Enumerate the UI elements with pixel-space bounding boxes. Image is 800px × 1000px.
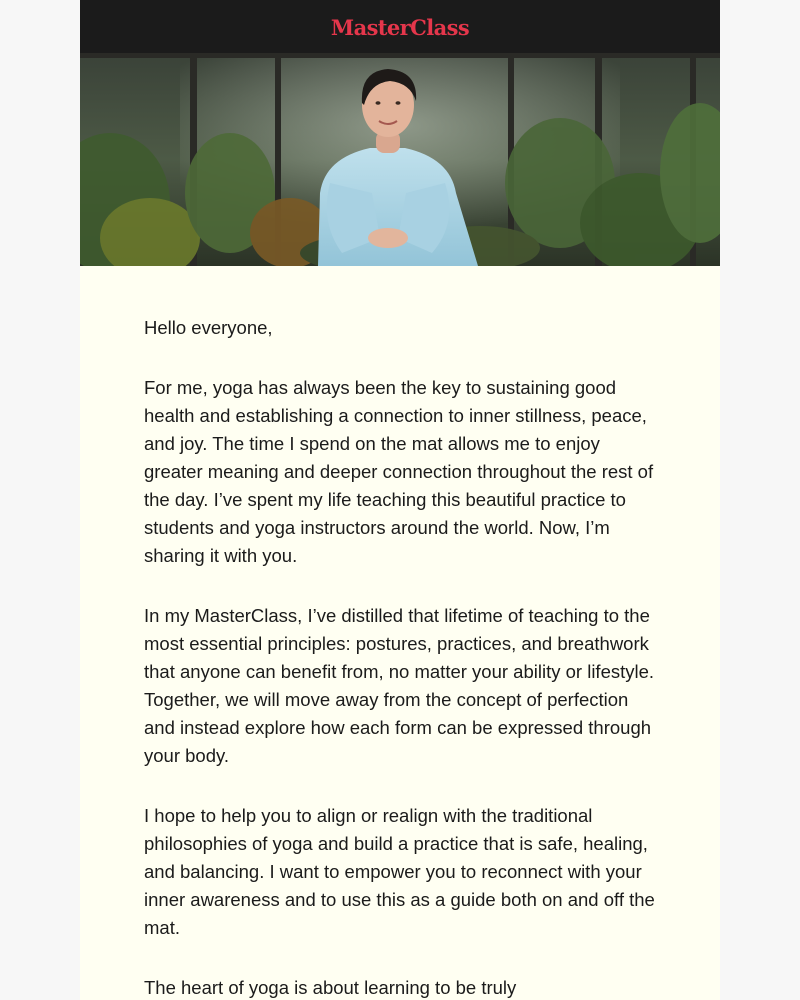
- paragraph: I hope to help you to align or realign with the traditional philosophies of yoga and build a practice that is safe, healing, and balancing. I want to empower you to reconnect with your inner awareness and to use this as a guide both on and off the mat.: [144, 805, 655, 938]
- greeting: Hello everyone,: [144, 317, 273, 338]
- paragraph: For me, yoga has always been the key to sustaining good health and establishing a connection to inner stillness, peace, and joy. The time I spend on the mat allows me to enjoy greater meaning and deeper connection throughout the rest of the day. I’ve spent my life teaching this beautiful practice to students and yoga instructors around the world. Now, I’m sharing it with you.: [144, 377, 654, 566]
- paragraph: In my MasterClass, I’ve distilled that lifetime of teaching to the most essential principles: postures, practices, and breathwork that anyone can benefit from, no matter your ability or lifestyle. Together, we will move away from the concept of perfection and instead explore how each form can be expressed through your body.: [144, 605, 655, 766]
- hero-image[interactable]: [80, 53, 720, 266]
- masterclass-logo[interactable]: MasterClass: [330, 15, 470, 40]
- paragraph: The heart of yoga is about learning to be truly: [144, 977, 517, 998]
- email-container: [80, 0, 720, 1000]
- email-body: [80, 266, 720, 1000]
- email-header: [80, 0, 720, 53]
